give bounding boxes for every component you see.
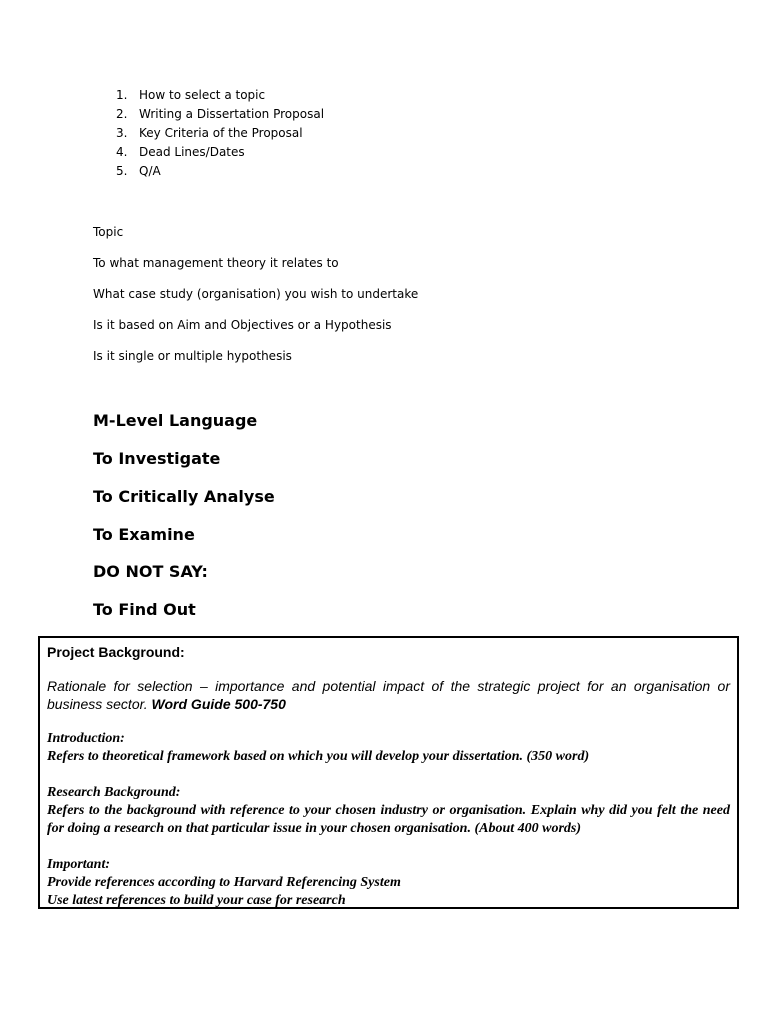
- agenda-number: 1.: [116, 88, 128, 102]
- rationale-paragraph: [47, 677, 730, 713]
- important-section: [47, 856, 730, 910]
- language-heading: To Critically Analyse: [93, 487, 275, 506]
- introduction-label: Introduction:: [47, 731, 125, 746]
- agenda-text: Key Criteria of the Proposal: [139, 126, 303, 140]
- agenda-number: 5.: [116, 164, 128, 178]
- topic-line: What case study (organisation) you wish to undertake: [93, 287, 419, 301]
- language-heading: M-Level Language: [93, 411, 258, 430]
- language-heading: DO NOT SAY:: [93, 562, 208, 581]
- agenda-text: How to select a topic: [139, 88, 266, 102]
- agenda-text: Writing a Dissertation Proposal: [139, 107, 325, 121]
- language-heading: To Investigate: [93, 449, 221, 468]
- topic-line: Is it based on Aim and Objectives or a Hypothesis: [93, 318, 392, 332]
- agenda-number: 3.: [116, 126, 128, 140]
- research-label: Research Background:: [47, 785, 181, 800]
- agenda-item: [116, 143, 324, 162]
- agenda-item: [116, 162, 324, 181]
- agenda-number: 4.: [116, 145, 128, 159]
- topic-line: Is it single or multiple hypothesis: [93, 349, 292, 363]
- agenda-list: [116, 86, 324, 181]
- word-guide: Word Guide 500-750: [151, 696, 286, 712]
- agenda-item: [116, 124, 324, 143]
- topic-line: To what management theory it relates to: [93, 256, 339, 270]
- introduction-text: Refers to theoretical framework based on which you will develop your dissertation. (350 word): [47, 749, 590, 764]
- agenda-number: 2.: [116, 107, 128, 121]
- agenda-text: Dead Lines/Dates: [139, 145, 245, 159]
- rationale-text: Rationale for selection – importance and potential impact of the strategic project for an organisation or business sector.: [47, 678, 730, 712]
- agenda-text: Q/A: [139, 164, 161, 178]
- box-title: Project Background:: [47, 644, 185, 660]
- important-line: Provide references according to Harvard Referencing System: [47, 875, 401, 890]
- project-background-box: [38, 636, 739, 909]
- agenda-item: [116, 86, 324, 105]
- introduction-section: [47, 730, 730, 766]
- language-heading: To Find Out: [93, 600, 196, 619]
- language-heading: To Examine: [93, 525, 195, 544]
- important-label: Important:: [47, 857, 111, 872]
- agenda-item: [116, 105, 324, 124]
- topic-title: Topic: [93, 225, 124, 239]
- important-line: Use latest references to build your case for research: [47, 893, 346, 908]
- research-text: Refers to the background with reference to your chosen industry or organisation. Explain why did you felt the need for doing a research on that particular issue in your chosen organisation. (About 400 words): [47, 803, 730, 836]
- research-section: [47, 784, 730, 838]
